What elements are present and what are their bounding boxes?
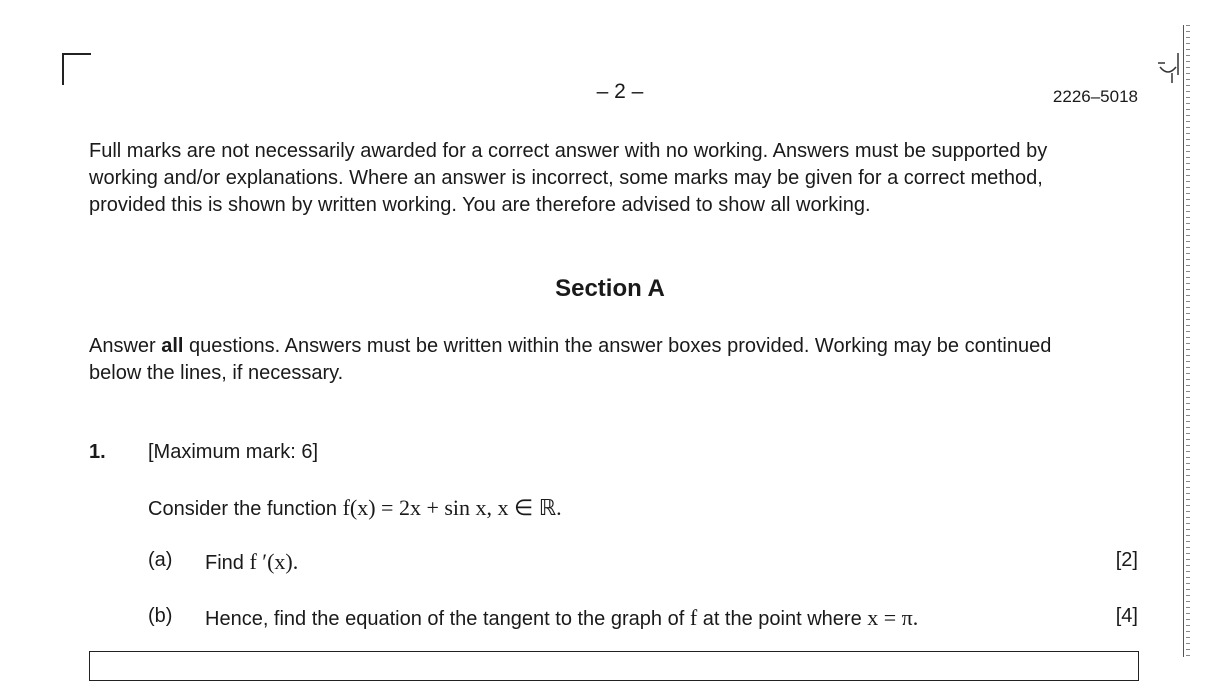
part-a-marks: [2] [1115, 549, 1138, 571]
part-b-label: (b) [148, 605, 173, 627]
question-number: 1. [89, 441, 106, 463]
function-formula: f(x) = 2x + sin x, x ∈ ℝ. [342, 495, 562, 520]
scan-mark-icon [1156, 45, 1186, 85]
question-intro: Consider the function f(x) = 2x + sin x, x ∈ ℝ. [148, 495, 562, 520]
part-b-marks: [4] [1115, 605, 1138, 627]
part-a-text: Find f ′(x). [205, 549, 299, 574]
answer-box[interactable] [89, 651, 1139, 681]
section-title: Section A [555, 275, 665, 302]
part-b-text: Hence, find the equation of the tangent to the graph of f at the point where x = π. [205, 605, 919, 630]
section-instructions: Answer all questions. Answers must be written within the answer boxes provided. Working may be continued below the lines, if necessary. [89, 335, 1052, 384]
page-number: – 2 – [596, 80, 644, 103]
scan-edge-strip [1183, 25, 1194, 657]
registration-corner-mark [62, 53, 91, 85]
part-a-label: (a) [148, 549, 173, 571]
paper-code: 2226–5018 [1052, 87, 1138, 106]
intro-paragraph: Full marks are not necessarily awarded for a correct answer with no working. Answers must be supported by working and/or explanations. Where an answer is incorrect, some marks may be given for a correct method, provided this is shown by written working. You are therefore advised to show all working. [89, 140, 1048, 216]
question-max-mark: [Maximum mark: 6] [148, 441, 319, 463]
